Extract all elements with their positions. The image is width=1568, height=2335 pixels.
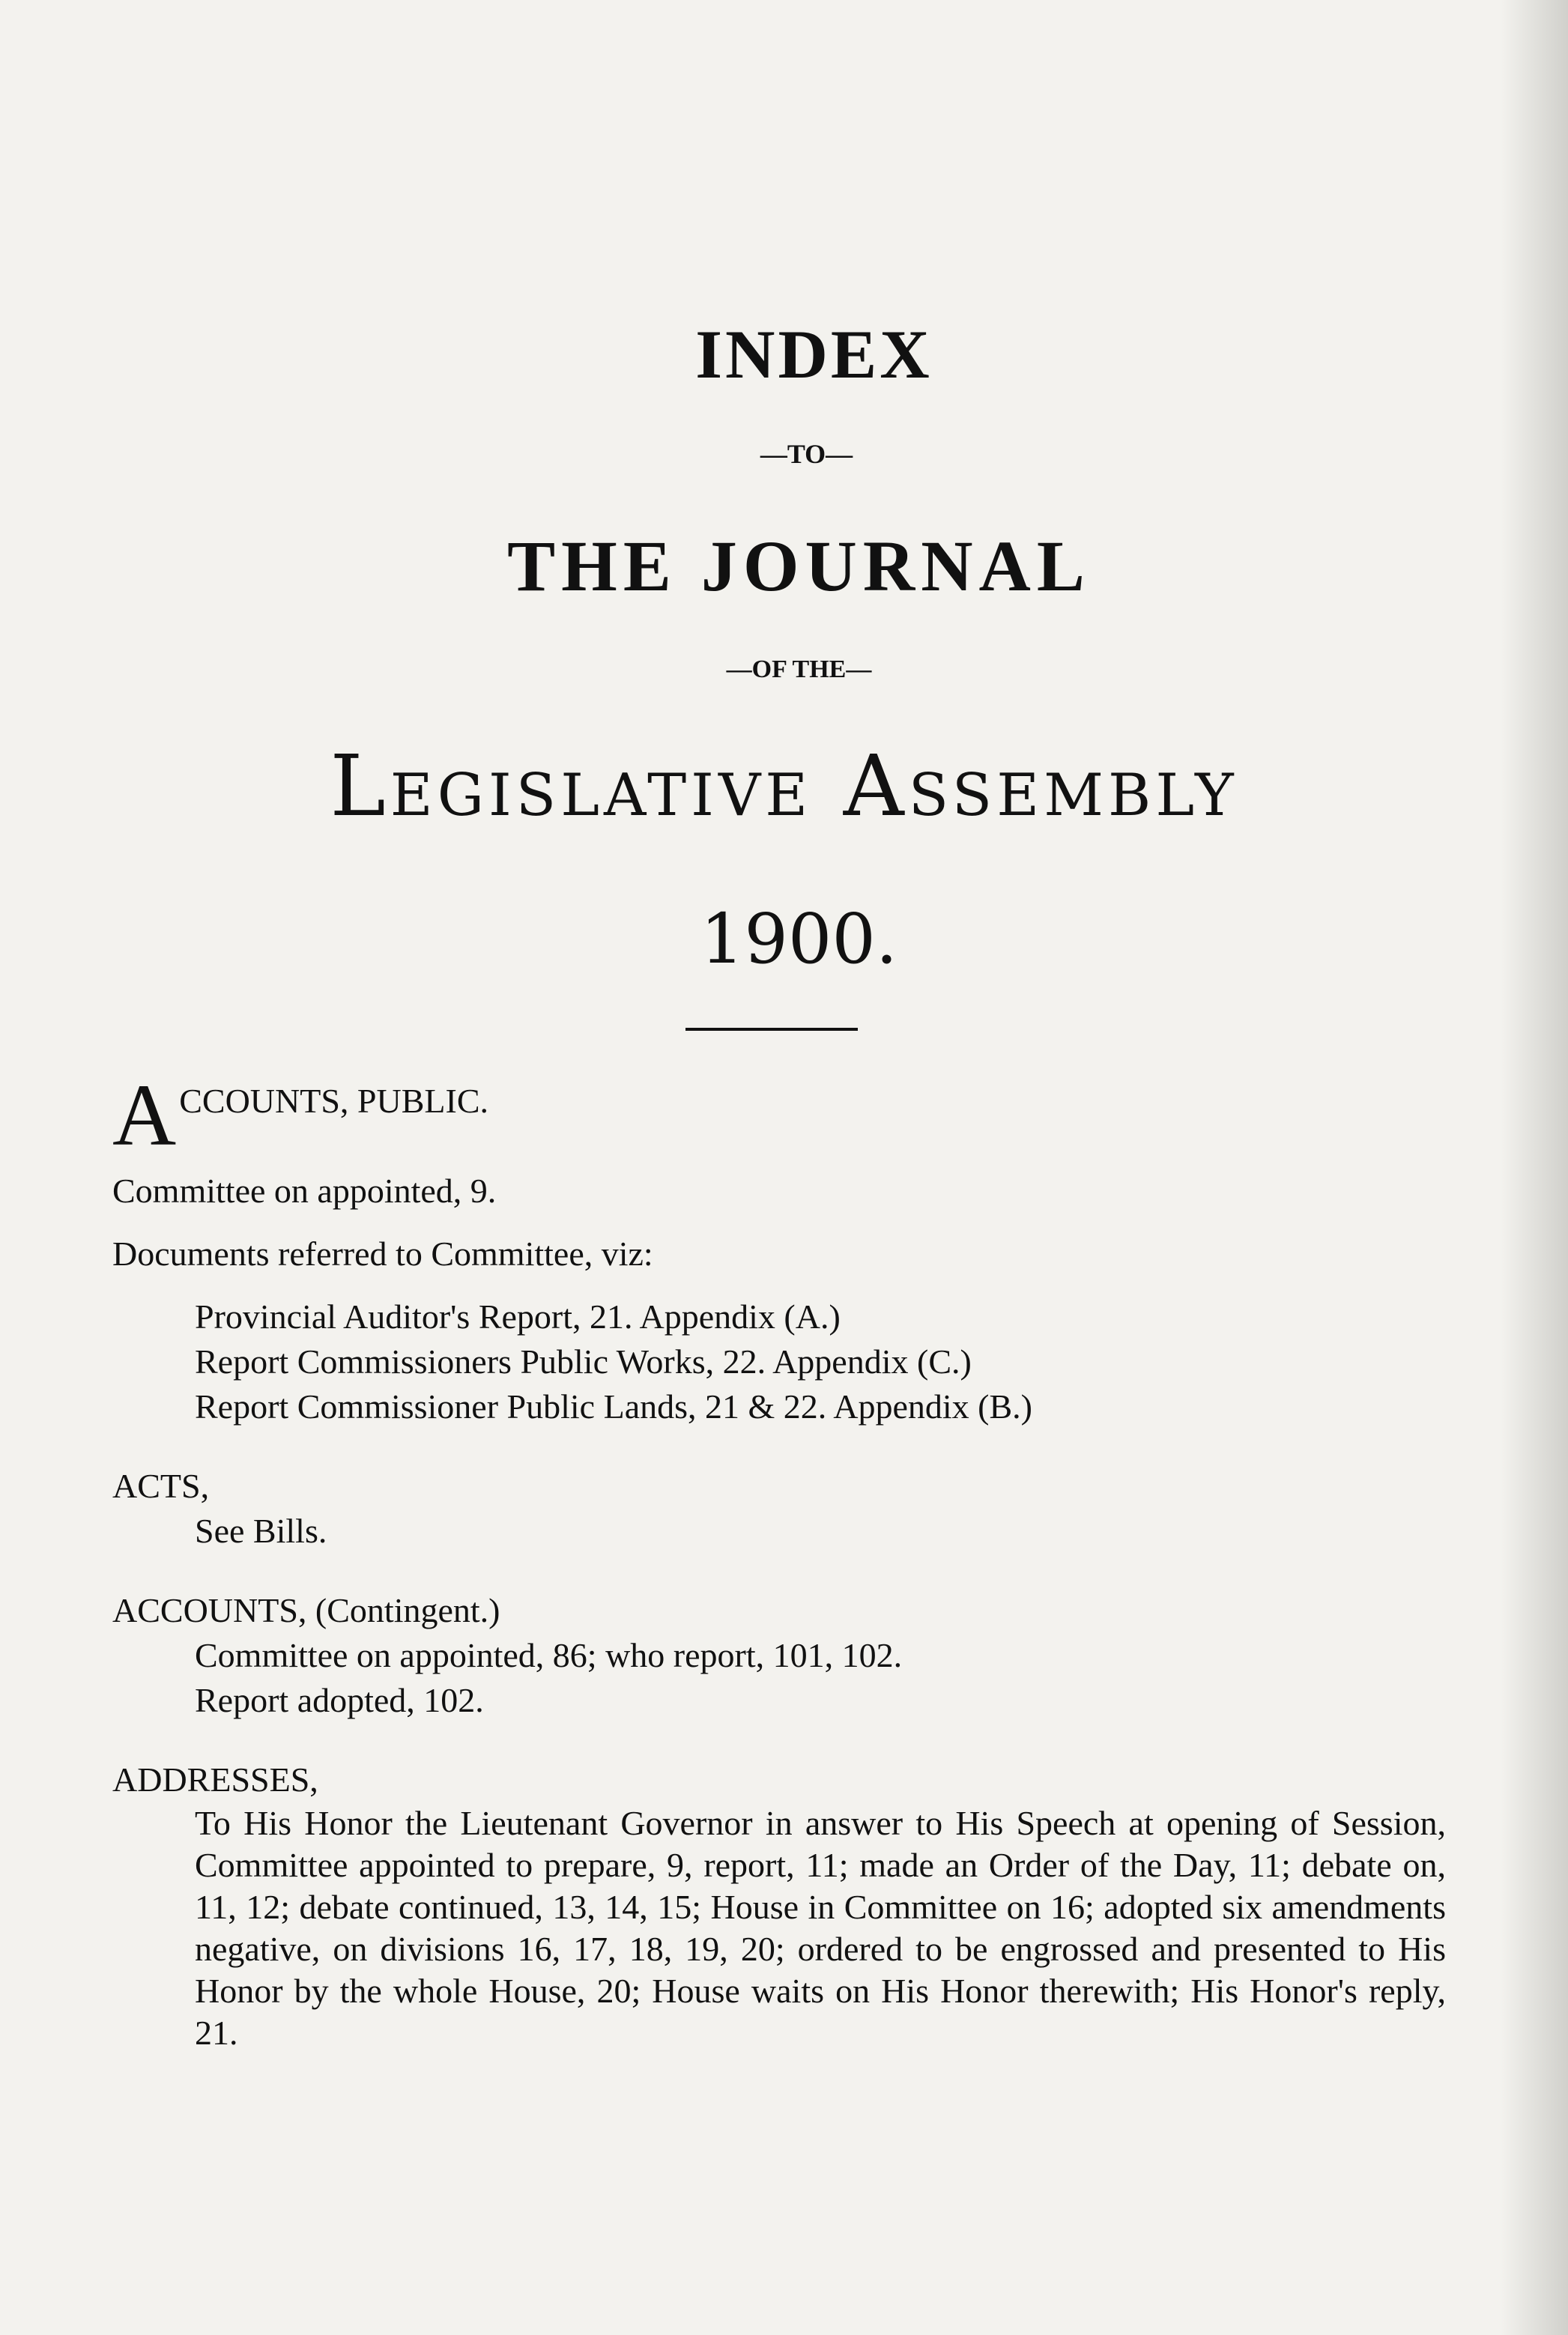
entry-subline: Report Commissioner Public Lands, 21 & 22. Appendix (B.) [195,1387,1032,1426]
title-index: INDEX [695,316,933,393]
title-assembly: Legislative Assembly [330,738,1238,835]
title-to: —TO— [760,439,853,469]
entry-line: Documents referred to Committee, viz: [112,1235,653,1273]
heading-text: CCOUNTS, PUBLIC. [179,1082,489,1120]
title-of-the: —OF THE— [726,655,872,683]
entry-subline: Committee on appointed, 86; who report, 101, 102. [195,1636,903,1674]
entry-acts-heading: ACTS, [112,1467,210,1505]
drop-cap: A [112,1066,177,1164]
title-year: 1900. [700,899,898,979]
entry-subline: Report adopted, 102. [195,1681,484,1719]
entry-line: Committee on appointed, 9. [112,1172,497,1210]
entry-addresses-heading: ADDRESSES, [112,1760,318,1799]
entry-accounts-public-heading [112,1066,1446,1169]
entry-accounts-contingent-heading: ACCOUNTS, (Contingent.) [112,1591,500,1629]
title-journal: THE JOURNAL [507,526,1091,606]
title-rule [685,1028,858,1031]
index-entries [112,1066,1446,2054]
entry-paragraph: To His Honor the Lieutenant Governor in answer to His Speech at opening of Session, Committee appointed to prepare, 9, report, 11; made an Order of the Day, 11; debate on, 11, 12; debate continued, 13, 14, 15; House in Committee on 16; adopted six amendments negative, on divisions 16, 17, 18, 19, 20; ordered to be engrossed and presented to His Honor by the whole House, 20; House waits on His Honor therewith; His Honor's reply, 21. [195,1804,1446,2052]
entry-subline: Report Commissioners Public Works, 22. Appendix (C.) [195,1342,972,1381]
entry-subline: Provincial Auditor's Report, 21. Appendix (A.) [195,1297,841,1336]
entry-subline: See Bills. [195,1512,327,1550]
